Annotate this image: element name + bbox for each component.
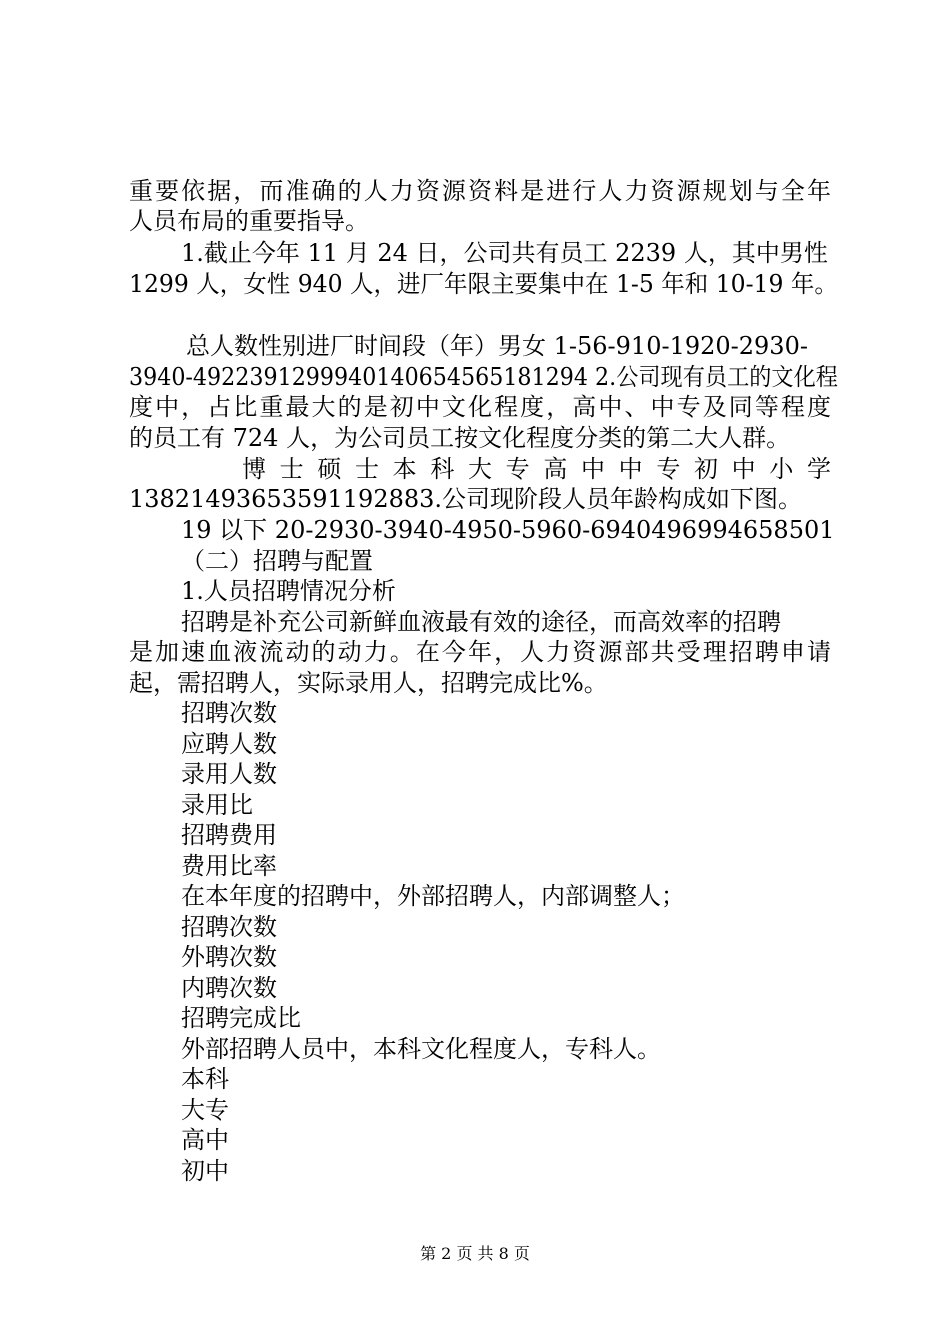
list-item: 本科 — [181, 1065, 229, 1093]
list-item: 招聘次数 — [181, 699, 277, 727]
subsection-heading: 1.人员招聘情况分析 — [181, 577, 396, 605]
list-item: 高中 — [181, 1126, 229, 1154]
paragraph-line: 度中，占比重最大的是初中文化程度，高中、中专及同等程度 — [129, 393, 831, 421]
paragraph-line: 招聘是补充公司新鲜血液最有效的途径，而高效率的招聘 — [181, 608, 781, 636]
paragraph-line: 的员工有 724 人，为公司员工按文化程度分类的第二大人群。 — [129, 424, 791, 452]
list-item: 大专 — [181, 1096, 229, 1124]
list-item: 应聘人数 — [181, 730, 277, 758]
paragraph-line: 重要依据，而准确的人力资源资料是进行人力资源规划与全年 — [129, 177, 831, 205]
list-item: 招聘次数 — [181, 913, 277, 941]
list-item: 外聘次数 — [181, 943, 277, 971]
list-item: 招聘完成比 — [181, 1004, 301, 1032]
paragraph-line: 总人数性别进厂时间段（年）男女 1-56-910-1920-2930- — [186, 332, 808, 360]
paragraph-line: 外部招聘人员中，本科文化程度人，专科人。 — [181, 1035, 661, 1063]
paragraph-line: 19 以下 20-2930-3940-4950-5960-6940496994658501 — [181, 516, 835, 544]
list-item: 费用比率 — [181, 852, 277, 880]
section-heading: （二）招聘与配置 — [181, 547, 373, 575]
paragraph-line: 13821493653591192883.公司现阶段人员年龄构成如下图。 — [129, 485, 803, 513]
paragraph-line: 1299 人，女性 940 人，进厂年限主要集中在 1-5 年和 10-19 年。 — [129, 270, 838, 298]
paragraph-line: 博士硕士本科大专高中中专初中小学 — [242, 455, 831, 483]
paragraph-line: 是加速血液流动的动力。在今年，人力资源部共受理招聘申请 — [129, 638, 831, 666]
list-item: 录用人数 — [181, 760, 277, 788]
page-footer: 第 2 页 共 8 页 — [420, 1244, 530, 1263]
paragraph-line: 起，需招聘人，实际录用人，招聘完成比%。 — [129, 669, 608, 697]
list-item: 内聘次数 — [181, 974, 277, 1002]
paragraph-line: 3940-4922391299940140654565181294 2.公司现有员工的文化程 — [129, 363, 838, 391]
paragraph-line: 在本年度的招聘中，外部招聘人，内部调整人； — [181, 882, 685, 910]
list-item: 初中 — [181, 1157, 229, 1185]
list-item: 录用比 — [181, 791, 253, 819]
paragraph-line: 1.截止今年 11 月 24 日，公司共有员工 2239 人，其中男性 — [181, 239, 828, 267]
list-item: 招聘费用 — [181, 821, 277, 849]
paragraph-line: 人员布局的重要指导。 — [129, 207, 369, 235]
